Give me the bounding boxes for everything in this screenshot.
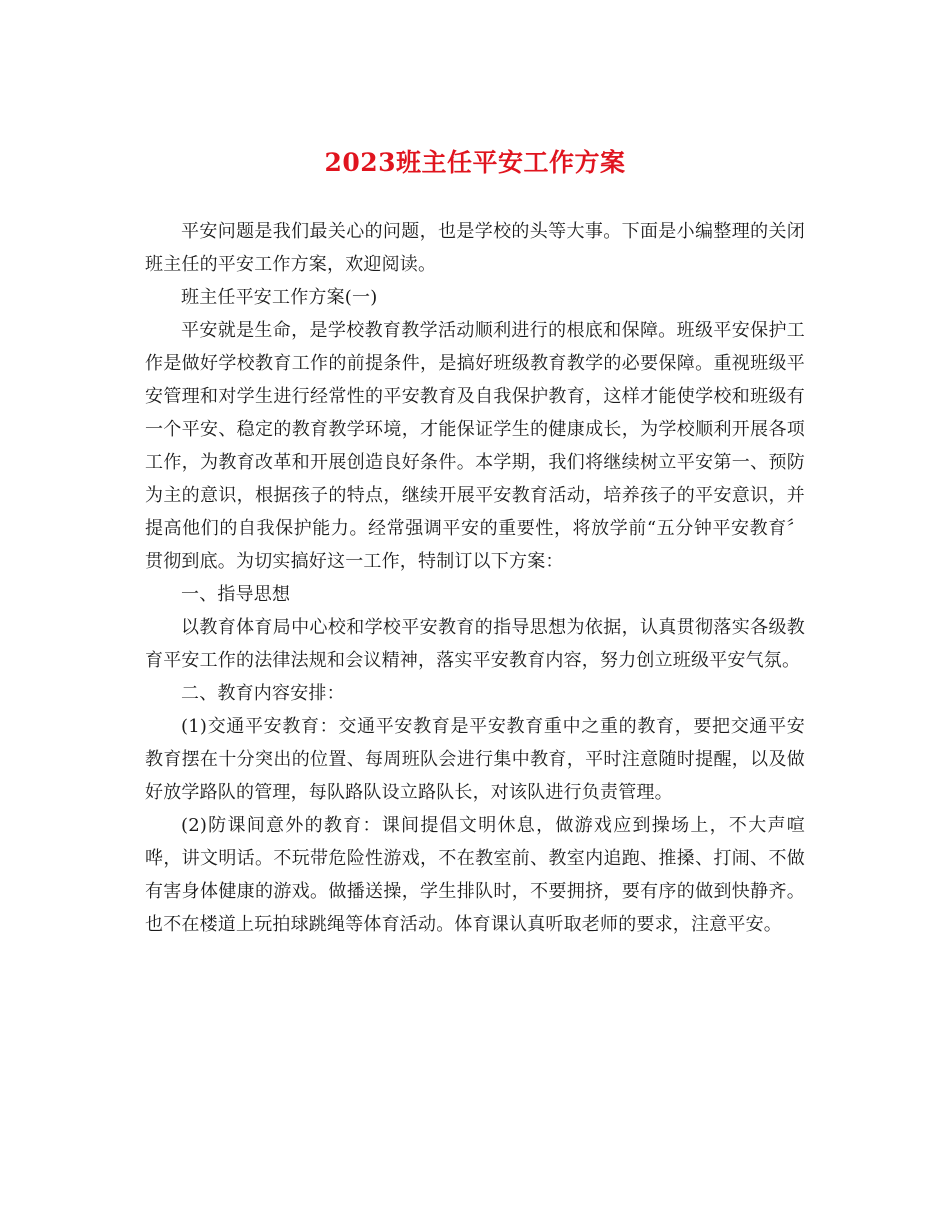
section-heading-plan-one: 班主任平安工作方案(一)	[181, 287, 378, 308]
body-paragraph: 平安就是生命，是学校教育教学活动顺利进行的根底和保障。班级平安保护工作是做好学校教育工作的前提条件，是搞好班级教育教学的必要保障。重视班级平安管理和对学生进行经常性的平安教育及自我保护教育，这样才能使学校和班级有一个平安、稳定的教育教学环境，才能保证学生的健康成长，为学校顺利开展各项工作，为教育改革和开展创造良好条件。本学期，我们将继续树立平安第一、预防为主的意识，根据孩子的特点，继续开展平安教育活动，培养孩子的平安意识，并提高他们的自我保护能力。经常强调平安的重要性，将放学前“五分钟平安教育〞贯彻到底。为切实搞好这一工作，特制订以下方案：	[145, 320, 805, 572]
document-title: 2023班主任平安工作方案	[324, 148, 626, 177]
intro-paragraph: 平安问题是我们最关心的问题，也是学校的头等大事。下面是小编整理的关闭班主任的平安工作方案，欢迎阅读。	[145, 221, 805, 275]
body-paragraph: (1)交通平安教育：交通平安教育是平安教育重中之重的教育，要把交通平安教育摆在十分突出的位置、每周班队会进行集中教育，平时注意随时提醒，以及做好放学路队的管理，每队路队设立路队长，对该队进行负责管理。	[145, 716, 805, 803]
body-paragraph: 以教育体育局中心校和学校平安教育的指导思想为依据，认真贯彻落实各级教育平安工作的法律法规和会议精神，落实平安教育内容，努力创立班级平安气氛。	[145, 617, 805, 671]
body-paragraph: (2)防课间意外的教育：课间提倡文明休息，做游戏应到操场上，不大声喧哗，讲文明话。不玩带危险性游戏，不在教室前、教室内追跑、推搡、打闹、不做有害身体健康的游戏。做播送操，学生排队时，不要拥挤，要有序的做到快静齐。也不在楼道上玩拍球跳绳等体育活动。体育课认真听取老师的要求，注意平安。	[145, 815, 805, 935]
section-heading-education-content: 二、教育内容安排：	[181, 683, 345, 704]
section-heading-guiding-ideology: 一、指导思想	[181, 584, 291, 605]
document-body	[145, 215, 805, 941]
